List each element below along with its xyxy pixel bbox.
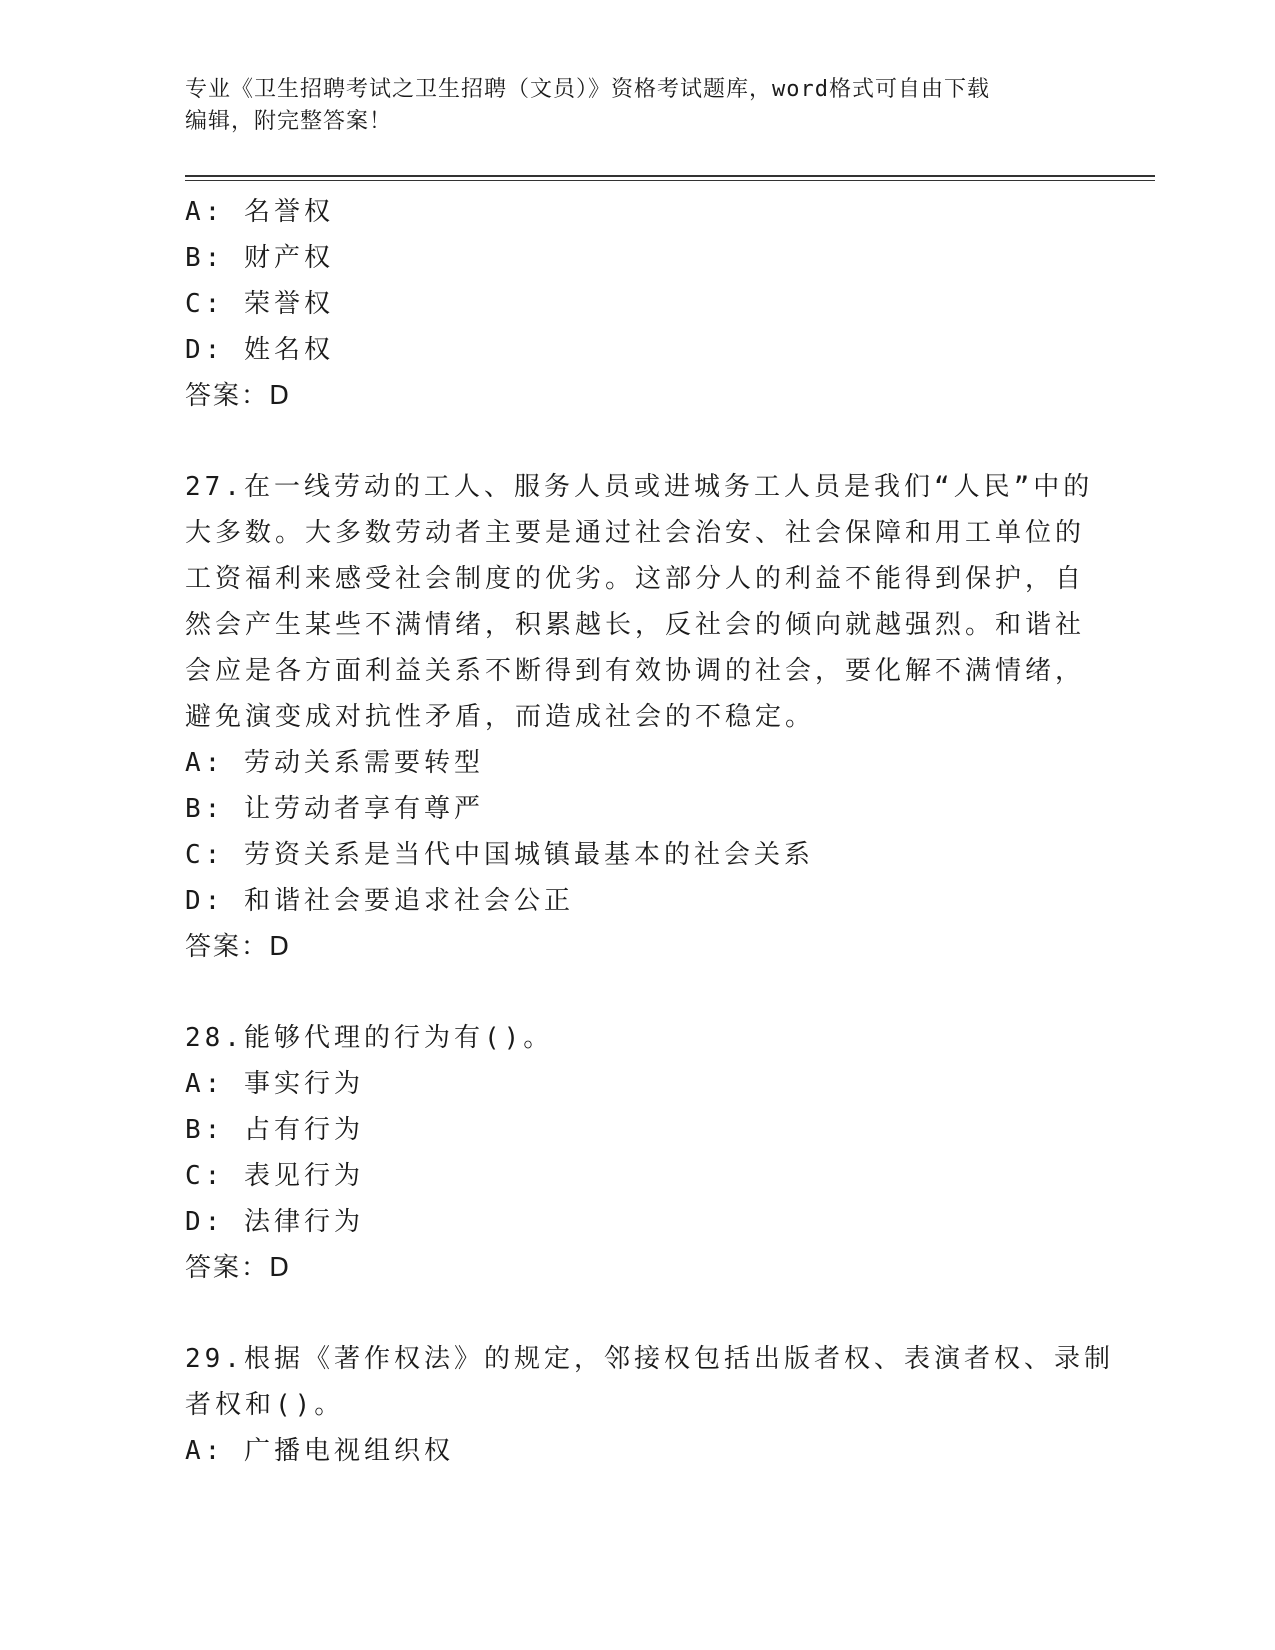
- question-text-line: 29.根据《著作权法》的规定，邻接权包括出版者权、表演者权、录制: [185, 1344, 1114, 1374]
- option-b: B: 占有行为: [185, 1115, 364, 1145]
- header-line-1: 专业《卫生招聘考试之卫生招聘（文员）》资格考试题库，word格式可自由下载: [185, 77, 990, 102]
- answer: 答案：D: [185, 1253, 292, 1283]
- question-text-line: 然会产生某些不满情绪，积累越长，反社会的倾向就越强烈。和谐社: [185, 610, 1086, 640]
- option-d: D: 和谐社会要追求社会公正: [185, 886, 574, 916]
- header-divider: [185, 175, 1155, 181]
- question-text-line: 避免演变成对抗性矛盾，而造成社会的不稳定。: [185, 702, 816, 732]
- answer: 答案：D: [185, 932, 292, 962]
- question-28-block: [185, 1015, 1085, 1291]
- question-list: [185, 189, 1114, 1474]
- option-b: B: 财产权: [185, 243, 334, 273]
- answer: 答案：D: [185, 381, 292, 411]
- question-text-line: 大多数。大多数劳动者主要是通过社会治安、社会保障和用工单位的: [185, 518, 1086, 548]
- option-b: B: 让劳动者享有尊严: [185, 794, 484, 824]
- option-c: C: 劳资关系是当代中国城镇最基本的社会关系: [185, 840, 814, 870]
- option-d: D: 法律行为: [185, 1207, 364, 1237]
- question-text-line: 会应是各方面利益关系不断得到有效协调的社会，要化解不满情绪，: [185, 656, 1086, 686]
- question-27-block: [185, 464, 1094, 970]
- option-a: A: 广播电视组织权: [185, 1436, 454, 1466]
- option-a: A: 劳动关系需要转型: [185, 748, 484, 778]
- question-text-line: 者权和()。: [185, 1390, 345, 1420]
- question-text-line: 28.能够代理的行为有()。: [185, 1023, 554, 1053]
- header-line-2: 编辑，附完整答案！: [185, 109, 393, 134]
- document-header: [185, 74, 1065, 138]
- question-26-block: [185, 189, 1085, 419]
- option-a: A: 事实行为: [185, 1069, 364, 1099]
- option-c: C: 荣誉权: [185, 289, 334, 319]
- question-text-line: 27.在一线劳动的工人、服务人员或进城务工人员是我们“人民”中的: [185, 472, 1094, 502]
- option-d: D: 姓名权: [185, 335, 334, 365]
- option-a: A: 名誉权: [185, 197, 334, 227]
- option-c: C: 表见行为: [185, 1161, 364, 1191]
- question-text-line: 工资福利来感受社会制度的优劣。这部分人的利益不能得到保护，自: [185, 564, 1086, 594]
- question-29-block: [185, 1336, 1114, 1474]
